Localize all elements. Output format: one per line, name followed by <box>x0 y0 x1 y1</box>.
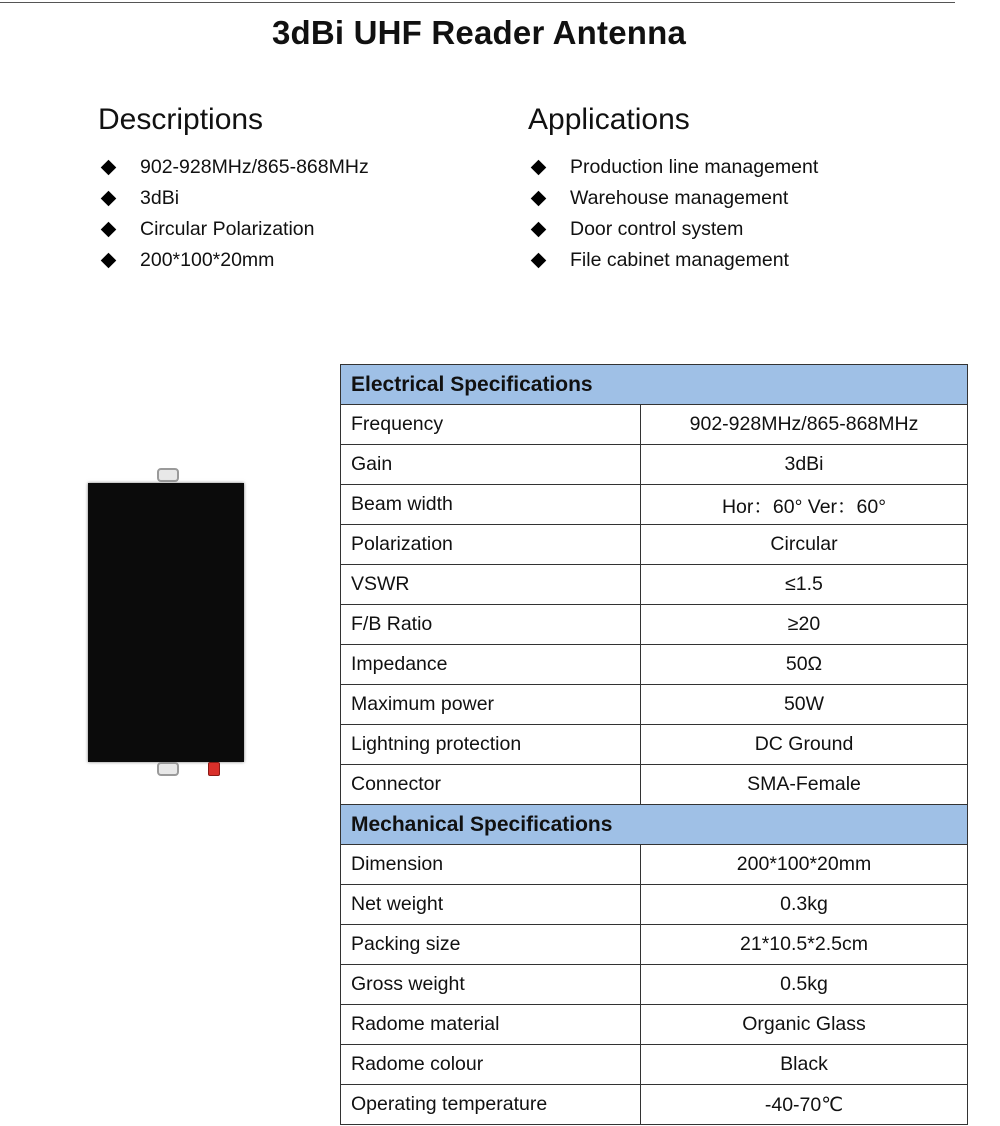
spec-label: Radome colour <box>341 1045 641 1085</box>
spec-value: SMA-Female <box>641 765 968 805</box>
list-item <box>100 183 369 214</box>
section-title: Mechanical Specifications <box>341 805 968 845</box>
spec-value: Circular <box>641 525 968 565</box>
list-item-text: File cabinet management <box>570 249 789 271</box>
table-row <box>341 1045 968 1085</box>
diamond-bullet-icon <box>531 253 547 269</box>
list-item-text: 902-928MHz/865-868MHz <box>140 156 369 178</box>
spec-value: 21*10.5*2.5cm <box>641 925 968 965</box>
list-item <box>100 152 369 183</box>
table-row <box>341 405 968 445</box>
page-title: 3dBi UHF Reader Antenna <box>271 14 687 51</box>
electrical-section-header <box>341 365 968 405</box>
table-row <box>341 725 968 765</box>
list-item-text: Door control system <box>570 218 744 240</box>
antenna-product-image <box>88 468 244 780</box>
spec-label: Maximum power <box>341 685 641 725</box>
top-divider <box>0 2 955 3</box>
diamond-bullet-icon <box>531 160 547 176</box>
mechanical-section-header <box>341 805 968 845</box>
antenna-radome-panel <box>88 483 244 762</box>
spec-label: Frequency <box>341 405 641 445</box>
table-row <box>341 485 968 525</box>
list-item-text: Warehouse management <box>570 187 789 209</box>
list-item <box>100 245 369 276</box>
spec-value: 50W <box>641 685 968 725</box>
specifications-table <box>340 364 968 1125</box>
table-row <box>341 885 968 925</box>
table-row <box>341 1085 968 1125</box>
diamond-bullet-icon <box>101 160 117 176</box>
applications-heading: Applications <box>528 103 690 136</box>
table-row <box>341 565 968 605</box>
spec-label: Impedance <box>341 645 641 685</box>
diamond-bullet-icon <box>101 253 117 269</box>
spec-label: Operating temperature <box>341 1085 641 1125</box>
spec-label: Dimension <box>341 845 641 885</box>
list-item <box>530 245 818 276</box>
table-row <box>341 605 968 645</box>
spec-label: VSWR <box>341 565 641 605</box>
list-item-text: 3dBi <box>140 187 180 209</box>
spec-label: Net weight <box>341 885 641 925</box>
spec-label: Gain <box>341 445 641 485</box>
table-row <box>341 845 968 885</box>
descriptions-list <box>100 152 369 276</box>
spec-label: Radome material <box>341 1005 641 1045</box>
diamond-bullet-icon <box>101 222 117 238</box>
spec-value: Hor：60° Ver：60° <box>641 485 968 525</box>
spec-value: 200*100*20mm <box>641 845 968 885</box>
spec-label: Connector <box>341 765 641 805</box>
spec-value: ≤1.5 <box>641 565 968 605</box>
mounting-tab-bottom <box>157 762 179 776</box>
list-item-text: Production line management <box>570 156 819 178</box>
table-row <box>341 685 968 725</box>
list-item <box>530 183 818 214</box>
table-row <box>341 965 968 1005</box>
spec-label: Lightning protection <box>341 725 641 765</box>
table-row <box>341 925 968 965</box>
table-row <box>341 445 968 485</box>
diamond-bullet-icon <box>531 222 547 238</box>
sma-connector <box>208 762 220 776</box>
list-item-text: 200*100*20mm <box>140 249 275 271</box>
diamond-bullet-icon <box>531 191 547 207</box>
spec-value: 3dBi <box>641 445 968 485</box>
list-item <box>530 214 818 245</box>
spec-value: 902-928MHz/865-868MHz <box>641 405 968 445</box>
list-item-text: Circular Polarization <box>140 218 315 240</box>
spec-label: Gross weight <box>341 965 641 1005</box>
spec-value: 0.3kg <box>641 885 968 925</box>
spec-value: DC Ground <box>641 725 968 765</box>
diamond-bullet-icon <box>101 191 117 207</box>
list-item <box>530 152 818 183</box>
spec-label: Polarization <box>341 525 641 565</box>
spec-value: Black <box>641 1045 968 1085</box>
spec-value: -40-70℃ <box>641 1085 968 1125</box>
spec-value: Organic Glass <box>641 1005 968 1045</box>
applications-list <box>530 152 818 276</box>
table-row <box>341 1005 968 1045</box>
descriptions-heading: Descriptions <box>98 103 264 136</box>
spec-label: Packing size <box>341 925 641 965</box>
spec-value: 0.5kg <box>641 965 968 1005</box>
spec-value: 50Ω <box>641 645 968 685</box>
table-row <box>341 525 968 565</box>
section-title: Electrical Specifications <box>341 365 968 405</box>
mounting-tab-top <box>157 468 179 482</box>
spec-value: ≥20 <box>641 605 968 645</box>
table-row <box>341 765 968 805</box>
list-item <box>100 214 369 245</box>
table-row <box>341 645 968 685</box>
spec-label: F/B Ratio <box>341 605 641 645</box>
spec-label: Beam width <box>341 485 641 525</box>
